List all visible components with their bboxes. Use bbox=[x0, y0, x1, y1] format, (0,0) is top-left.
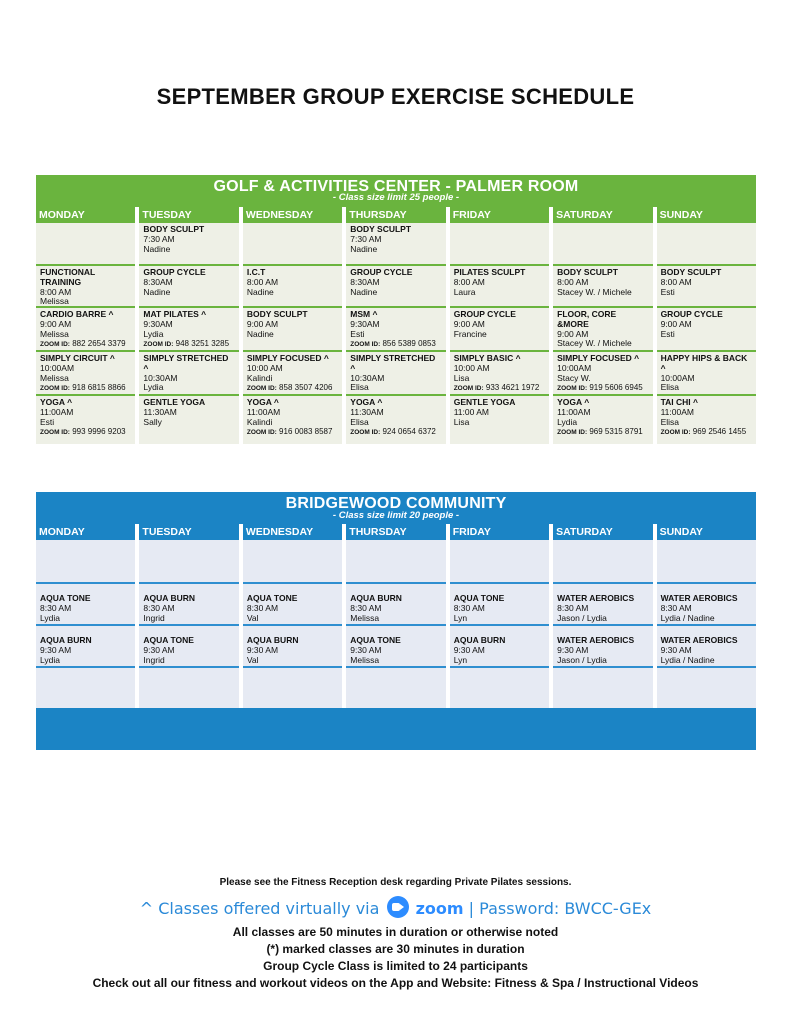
empty-cell bbox=[243, 666, 342, 708]
zoom-password: | Password: BWCC-GEx bbox=[468, 899, 652, 918]
class-name: AQUA BURN bbox=[453, 635, 506, 645]
class-time: 10:00AM bbox=[557, 362, 592, 373]
zoom-id-value: 916 0083 8587 bbox=[279, 427, 333, 437]
zoom-id bbox=[40, 339, 131, 348]
class-time: 9:00 AM bbox=[557, 328, 589, 339]
class-instructor: Ingrid bbox=[143, 654, 165, 665]
zoom-id-label: ZOOM ID: bbox=[350, 341, 381, 349]
day-header-saturday: SATURDAY bbox=[553, 207, 652, 223]
class-time: 7:30 AM bbox=[350, 233, 382, 244]
class-cell bbox=[243, 582, 342, 624]
class-time: 8:30 AM bbox=[660, 602, 692, 613]
day-header-sunday: SUNDAY bbox=[657, 524, 756, 540]
zoom-id bbox=[350, 339, 441, 348]
class-cell bbox=[553, 264, 652, 306]
class-instructor: Esti bbox=[40, 416, 55, 427]
class-instructor: Stacy W. bbox=[557, 372, 591, 383]
empty-cell bbox=[346, 666, 445, 708]
class-time: 10:00 AM bbox=[453, 362, 490, 373]
class-time: 8:00 AM bbox=[453, 276, 485, 287]
class-name: GROUP CYCLE bbox=[143, 267, 206, 277]
class-name: WATER AEROBICS bbox=[557, 593, 635, 603]
class-name: I.C.T bbox=[246, 267, 266, 277]
day-header-tuesday: TUESDAY bbox=[139, 524, 238, 540]
class-name: WATER AEROBICS bbox=[660, 635, 738, 645]
class-name: GENTLE YOGA bbox=[453, 397, 516, 407]
class-instructor: Sally bbox=[143, 416, 162, 427]
class-cell bbox=[243, 350, 342, 394]
class-cell bbox=[346, 306, 445, 350]
class-instructor: Melissa bbox=[350, 612, 380, 623]
class-cell bbox=[139, 582, 238, 624]
class-name: FLOOR, CORE &MORE bbox=[557, 309, 617, 329]
page-title: SEPTEMBER GROUP EXERCISE SCHEDULE bbox=[156, 84, 635, 109]
class-name: AQUA BURN bbox=[350, 593, 402, 603]
zoom-id-label: ZOOM ID: bbox=[246, 385, 277, 393]
class-cell bbox=[450, 264, 549, 306]
bridgewood-footer-bar bbox=[36, 708, 756, 750]
class-name: BODY SCULPT bbox=[660, 267, 722, 277]
class-name: AQUA TONE bbox=[350, 635, 401, 645]
class-time: 8:00 AM bbox=[557, 276, 589, 287]
day-header-monday: MONDAY bbox=[36, 207, 135, 223]
zoom-id-label: ZOOM ID: bbox=[40, 341, 70, 349]
zoom-id bbox=[40, 383, 131, 392]
zoom-id-label: ZOOM ID: bbox=[557, 429, 588, 437]
zoom-id-value: 993 9996 9203 bbox=[72, 427, 126, 437]
bridgewood-title: BRIDGEWOOD COMMUNITY bbox=[285, 495, 507, 512]
class-instructor: Elisa bbox=[350, 416, 369, 427]
class-time: 9:30 AM bbox=[557, 644, 589, 655]
class-name: SIMPLY FOCUSED ^ bbox=[557, 353, 640, 363]
class-name: WATER AEROBICS bbox=[557, 635, 635, 645]
class-time: 9:00 AM bbox=[453, 318, 485, 329]
class-instructor: Melissa bbox=[350, 654, 380, 665]
class-cell bbox=[657, 264, 756, 306]
class-instructor: Lyn bbox=[453, 654, 468, 665]
class-time: 7:30 AM bbox=[143, 233, 175, 244]
empty-cell bbox=[450, 666, 549, 708]
zoom-id bbox=[557, 383, 648, 392]
class-time: 11:30AM bbox=[143, 406, 177, 417]
class-name: AQUA BURN bbox=[246, 635, 299, 645]
class-name: GROUP CYCLE bbox=[350, 267, 413, 277]
class-name: SIMPLY FOCUSED ^ bbox=[246, 353, 329, 363]
class-cell bbox=[346, 582, 445, 624]
class-name: GROUP CYCLE bbox=[660, 309, 723, 319]
class-instructor: Nadine bbox=[350, 243, 378, 254]
golf-center-schedule bbox=[36, 175, 756, 444]
class-cell bbox=[139, 306, 238, 350]
class-time: 9:30 AM bbox=[143, 644, 175, 655]
class-cell bbox=[450, 624, 549, 666]
class-instructor: Esti bbox=[350, 328, 365, 339]
class-time: 11:00AM bbox=[40, 406, 74, 417]
empty-cell bbox=[243, 223, 342, 264]
class-instructor: Nadine bbox=[246, 286, 274, 297]
class-cell bbox=[243, 264, 342, 306]
class-name: SIMPLY BASIC ^ bbox=[453, 353, 521, 363]
class-cell bbox=[553, 394, 652, 444]
class-cell bbox=[346, 394, 445, 444]
class-instructor: Elisa bbox=[660, 416, 679, 427]
class-cell bbox=[243, 394, 342, 444]
class-instructor: Lydia bbox=[143, 382, 164, 393]
zoom-id bbox=[454, 383, 545, 392]
empty-cell bbox=[450, 540, 549, 582]
class-instructor: Elisa bbox=[350, 382, 369, 393]
zoom-id bbox=[557, 427, 648, 436]
class-instructor: Esti bbox=[660, 328, 675, 339]
class-instructor: Kalindi bbox=[246, 372, 273, 383]
zoom-id-value: 858 3507 4206 bbox=[279, 383, 333, 393]
group-cycle-limit-note: Group Cycle Class is limited to 24 participants bbox=[263, 959, 528, 973]
zoom-camera-icon bbox=[387, 896, 409, 918]
bridgewood-schedule bbox=[36, 492, 756, 750]
zoom-id-value: 919 5606 6945 bbox=[589, 383, 643, 393]
zoom-logo-text: zoom bbox=[415, 899, 464, 918]
golf-center-banner bbox=[36, 175, 756, 207]
zoom-id-label: ZOOM ID: bbox=[40, 429, 70, 437]
zoom-id-value: 882 2654 3379 bbox=[72, 339, 126, 349]
golf-center-subtitle: - Class size limit 25 people - bbox=[332, 192, 460, 203]
class-instructor: Lyn bbox=[453, 612, 468, 623]
class-cell bbox=[243, 306, 342, 350]
bridgewood-grid bbox=[36, 524, 756, 708]
class-instructor: Lydia / Nadine bbox=[660, 654, 715, 665]
class-name: AQUA TONE bbox=[40, 593, 91, 603]
class-cell bbox=[450, 582, 549, 624]
class-cell bbox=[657, 394, 756, 444]
day-header-wednesday: WEDNESDAY bbox=[243, 524, 342, 540]
class-time: 9:30 AM bbox=[453, 644, 485, 655]
empty-cell bbox=[553, 223, 652, 264]
zoom-id-value: 918 6815 8866 bbox=[72, 383, 126, 393]
class-instructor: Lisa bbox=[453, 416, 470, 427]
class-time: 9:30 AM bbox=[660, 644, 692, 655]
class-cell bbox=[243, 624, 342, 666]
class-name: SIMPLY STRETCHED ^ bbox=[350, 353, 436, 373]
class-name: MAT PILATES ^ bbox=[143, 309, 207, 319]
class-name: SIMPLY STRETCHED ^ bbox=[143, 353, 229, 373]
class-cell bbox=[657, 582, 756, 624]
zoom-id-label: ZOOM ID: bbox=[246, 429, 277, 437]
day-header-wednesday: WEDNESDAY bbox=[243, 207, 342, 223]
empty-cell bbox=[243, 540, 342, 582]
class-instructor: Stacey W. / Michele bbox=[557, 286, 632, 297]
class-cell bbox=[139, 264, 238, 306]
day-header-thursday: THURSDAY bbox=[346, 524, 445, 540]
zoom-id bbox=[143, 339, 234, 348]
class-instructor: Nadine bbox=[350, 286, 378, 297]
class-cell bbox=[657, 624, 756, 666]
class-cell bbox=[36, 350, 135, 394]
empty-cell bbox=[139, 666, 238, 708]
class-time: 11:00 AM bbox=[453, 406, 489, 417]
class-time: 11:00AM bbox=[660, 406, 694, 417]
class-instructor: Kalindi bbox=[246, 416, 273, 427]
day-header-saturday: SATURDAY bbox=[553, 524, 652, 540]
class-name: AQUA TONE bbox=[246, 593, 298, 603]
class-name: PILATES SCULPT bbox=[453, 267, 526, 277]
zoom-id-value: 948 3251 3285 bbox=[175, 339, 230, 349]
zoom-id-value: 969 5315 8791 bbox=[589, 427, 643, 437]
short-class-note: (*) marked classes are 30 minutes in duration bbox=[266, 942, 525, 956]
class-time: 10:00AM bbox=[40, 362, 75, 373]
class-instructor: Val bbox=[246, 654, 259, 665]
class-cell bbox=[346, 350, 445, 394]
class-time: 8:30 AM bbox=[453, 602, 485, 613]
class-instructor: Lisa bbox=[453, 372, 470, 383]
class-cell bbox=[36, 264, 135, 306]
empty-cell bbox=[36, 666, 135, 708]
class-name: YOGA ^ bbox=[557, 397, 590, 407]
videos-note: Check out all our fitness and workout videos on the App and Website: Fitness & Spa / Instructional Videos bbox=[92, 976, 699, 990]
class-cell bbox=[657, 306, 756, 350]
class-name: AQUA TONE bbox=[453, 593, 505, 603]
class-cell bbox=[346, 624, 445, 666]
class-name: YOGA ^ bbox=[246, 397, 279, 407]
class-time: 10:00 AM bbox=[246, 362, 283, 373]
class-instructor: Lydia bbox=[40, 612, 61, 623]
class-name: AQUA BURN bbox=[143, 593, 196, 603]
empty-cell bbox=[450, 223, 549, 264]
class-time: 10:30AM bbox=[143, 372, 178, 383]
class-name: AQUA TONE bbox=[143, 635, 194, 645]
class-cell bbox=[36, 306, 135, 350]
class-cell bbox=[36, 624, 135, 666]
class-cell bbox=[346, 223, 445, 264]
class-cell bbox=[346, 264, 445, 306]
class-instructor: Lydia bbox=[143, 328, 164, 339]
class-instructor: Nadine bbox=[246, 328, 274, 339]
class-cell bbox=[553, 306, 652, 350]
zoom-id bbox=[661, 427, 752, 436]
class-cell bbox=[139, 350, 238, 394]
class-name: BODY SCULPT bbox=[557, 267, 618, 277]
class-cell bbox=[139, 624, 238, 666]
day-header-sunday: SUNDAY bbox=[657, 207, 756, 223]
class-time: 11:00AM bbox=[246, 406, 281, 417]
class-time: 9:00 AM bbox=[246, 318, 279, 329]
class-instructor: Laura bbox=[453, 286, 476, 297]
empty-cell bbox=[36, 223, 135, 264]
class-name: BODY SCULPT bbox=[350, 224, 412, 234]
empty-cell bbox=[657, 540, 756, 582]
class-instructor: Nadine bbox=[143, 243, 171, 254]
class-time: 8:30 AM bbox=[143, 602, 175, 613]
class-name: YOGA ^ bbox=[350, 397, 383, 407]
zoom-id-label: ZOOM ID: bbox=[557, 385, 588, 393]
class-name: YOGA ^ bbox=[40, 397, 73, 407]
zoom-id-value: 924 0654 6372 bbox=[382, 427, 436, 437]
day-header-monday: MONDAY bbox=[36, 524, 135, 540]
class-instructor: Jason / Lydia bbox=[557, 612, 607, 623]
class-instructor: Melissa bbox=[40, 296, 69, 306]
class-name: AQUA BURN bbox=[40, 635, 92, 645]
class-cell bbox=[553, 350, 652, 394]
class-cell bbox=[450, 350, 549, 394]
zoom-id-label: ZOOM ID: bbox=[350, 429, 381, 437]
class-cell bbox=[450, 394, 549, 444]
class-instructor: Melissa bbox=[40, 372, 69, 383]
class-name: FUNCTIONAL TRAINING bbox=[40, 267, 96, 287]
class-time: 9:00 AM bbox=[40, 318, 72, 329]
class-name: WATER AEROBICS bbox=[660, 593, 738, 603]
day-header-thursday: THURSDAY bbox=[346, 207, 445, 223]
class-instructor: Lydia bbox=[40, 654, 61, 665]
class-name: BODY SCULPT bbox=[246, 309, 308, 319]
zoom-id-label: ZOOM ID: bbox=[453, 385, 484, 393]
class-time: 8:00 AM bbox=[40, 286, 72, 297]
class-time: 8:00 AM bbox=[660, 276, 692, 287]
class-instructor: Francine bbox=[453, 328, 487, 339]
empty-cell bbox=[36, 540, 135, 582]
day-header-friday: FRIDAY bbox=[450, 207, 549, 223]
class-time: 9:30AM bbox=[143, 318, 173, 329]
class-time: 9:00 AM bbox=[660, 318, 692, 329]
class-name: BODY SCULPT bbox=[143, 224, 205, 234]
class-instructor: Melissa bbox=[40, 328, 69, 339]
golf-center-grid bbox=[36, 207, 756, 444]
class-name: SIMPLY CIRCUIT ^ bbox=[40, 353, 115, 363]
empty-cell bbox=[553, 540, 652, 582]
empty-cell bbox=[139, 540, 238, 582]
class-name: MSM ^ bbox=[350, 309, 378, 319]
class-cell bbox=[657, 350, 756, 394]
class-time: 11:30AM bbox=[350, 406, 384, 417]
day-header-friday: FRIDAY bbox=[450, 524, 549, 540]
bridgewood-banner bbox=[36, 492, 756, 524]
zoom-id-value: 933 4621 1972 bbox=[485, 383, 540, 393]
class-instructor: Lydia bbox=[557, 416, 578, 427]
class-instructor: Val bbox=[246, 612, 259, 623]
class-instructor: Ingrid bbox=[143, 612, 165, 623]
class-cell bbox=[139, 223, 238, 264]
class-instructor: Esti bbox=[660, 286, 675, 297]
class-cell bbox=[36, 582, 135, 624]
zoom-id-value: 856 5389 0853 bbox=[382, 339, 436, 349]
class-time: 8:30 AM bbox=[40, 602, 72, 613]
class-cell bbox=[450, 306, 549, 350]
class-cell bbox=[139, 394, 238, 444]
class-time: 11:00AM bbox=[557, 406, 591, 417]
class-time: 8:30 AM bbox=[350, 602, 382, 613]
class-name: HAPPY HIPS & BACK ^ bbox=[660, 353, 748, 373]
class-name: GENTLE YOGA bbox=[143, 397, 206, 407]
zoom-id-label: ZOOM ID: bbox=[143, 341, 174, 349]
class-instructor: Stacey W. / Michele bbox=[557, 338, 632, 349]
class-time: 8:00 AM bbox=[246, 276, 279, 287]
virtual-prefix: ^ Classes offered virtually via bbox=[139, 899, 380, 918]
pilates-note: Please see the Fitness Reception desk regarding Private Pilates sessions. bbox=[219, 877, 572, 888]
virtual-classes-note bbox=[0, 896, 791, 918]
empty-cell bbox=[553, 666, 652, 708]
class-cell bbox=[553, 582, 652, 624]
class-instructor: Jason / Lydia bbox=[557, 654, 607, 665]
class-time: 9:30AM bbox=[350, 318, 380, 329]
zoom-id bbox=[350, 427, 441, 436]
class-instructor: Nadine bbox=[143, 286, 171, 297]
zoom-id bbox=[247, 383, 338, 392]
day-header-tuesday: TUESDAY bbox=[139, 207, 238, 223]
zoom-id bbox=[40, 427, 131, 436]
class-time: 10:30AM bbox=[350, 372, 385, 383]
class-time: 9:30 AM bbox=[246, 644, 279, 655]
class-time: 9:30 AM bbox=[40, 644, 72, 655]
zoom-id-label: ZOOM ID: bbox=[660, 429, 691, 437]
class-time: 8:30AM bbox=[350, 276, 380, 287]
zoom-id-value: 969 2546 1455 bbox=[692, 427, 747, 437]
class-time: 8:30 AM bbox=[246, 602, 279, 613]
class-cell bbox=[36, 394, 135, 444]
class-time: 9:30 AM bbox=[350, 644, 382, 655]
empty-cell bbox=[657, 223, 756, 264]
class-instructor: Lydia / Nadine bbox=[660, 612, 715, 623]
empty-cell bbox=[657, 666, 756, 708]
class-time: 10:00AM bbox=[660, 372, 695, 383]
class-time: 8:30 AM bbox=[557, 602, 589, 613]
zoom-id bbox=[247, 427, 338, 436]
class-time: 8:30AM bbox=[143, 276, 173, 287]
duration-note: All classes are 50 minutes in duration or otherwise noted bbox=[232, 925, 559, 939]
zoom-id-label: ZOOM ID: bbox=[40, 385, 70, 393]
class-name: CARDIO BARRE ^ bbox=[40, 309, 114, 319]
golf-center-title: GOLF & ACTIVITIES CENTER - PALMER ROOM bbox=[213, 178, 579, 195]
class-name: GROUP CYCLE bbox=[453, 309, 516, 319]
class-name: TAI CHI ^ bbox=[660, 397, 698, 407]
class-instructor: Elisa bbox=[660, 382, 679, 393]
bridgewood-subtitle: - Class size limit 20 people - bbox=[332, 510, 460, 521]
empty-cell bbox=[346, 540, 445, 582]
class-cell bbox=[553, 624, 652, 666]
